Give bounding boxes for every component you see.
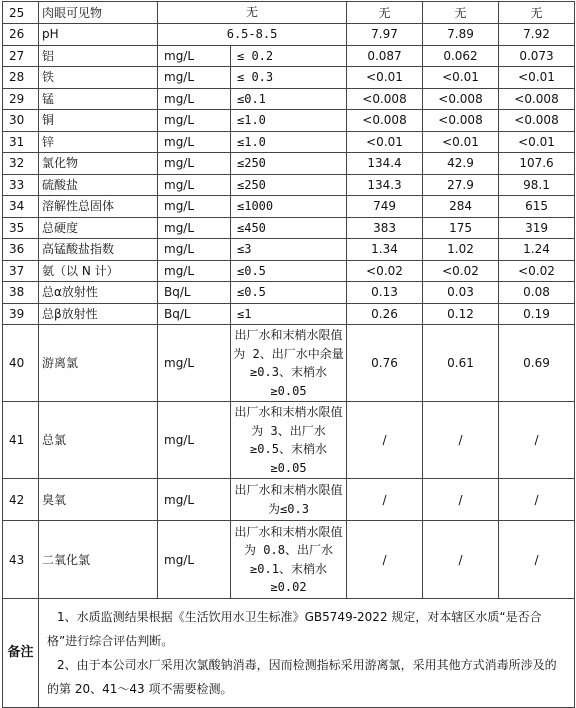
unit: mg/L	[158, 131, 231, 153]
unit: mg/L	[158, 88, 231, 110]
result-1: 0.13	[347, 282, 423, 304]
item-name: 臭氧	[39, 479, 158, 521]
row-number: 38	[3, 282, 39, 304]
row-number: 35	[3, 217, 39, 239]
item-name: 硫酸盐	[39, 174, 158, 196]
result-3: /	[499, 402, 575, 479]
result-3: 1.24	[499, 239, 575, 261]
result-3: <0.008	[499, 110, 575, 132]
result-2: <0.01	[423, 131, 499, 153]
result-2: <0.008	[423, 88, 499, 110]
result-2: 0.062	[423, 45, 499, 67]
table-row	[3, 303, 575, 325]
result-3: <0.01	[499, 131, 575, 153]
item-name: 锰	[39, 88, 158, 110]
result-3: 98.1	[499, 174, 575, 196]
limit-value: ≤0.5	[231, 260, 347, 282]
row-number: 31	[3, 131, 39, 153]
unit: mg/L	[158, 325, 231, 402]
limit-value: ≤1000	[231, 196, 347, 218]
row-number: 36	[3, 239, 39, 261]
result-2: <0.008	[423, 110, 499, 132]
table-row	[3, 325, 575, 402]
unit: mg/L	[158, 239, 231, 261]
limit-value: 6.5-8.5	[158, 24, 347, 46]
result-1: /	[347, 402, 423, 479]
limit-value: 出厂水和末梢水限值为 0.8、出厂水≥0.1、末梢水≥0.02	[231, 521, 347, 599]
unit: mg/L	[158, 402, 231, 479]
table-row	[3, 239, 575, 261]
row-number: 43	[3, 521, 39, 599]
limit-value: ≤ 0.2	[231, 45, 347, 67]
table-row	[3, 2, 575, 24]
result-2: <0.01	[423, 67, 499, 89]
water-quality-table	[2, 1, 575, 708]
row-number: 42	[3, 479, 39, 521]
limit-value: ≤0.5	[231, 282, 347, 304]
unit: mg/L	[158, 153, 231, 175]
note-line-1: 1、水质监测结果根据《生活饮用水卫生标准》GB5749-2022 规定，对本辖区水质“是否合格”进行综合评估判断。	[47, 610, 542, 648]
result-3: 0.08	[499, 282, 575, 304]
unit: Bq/L	[158, 303, 231, 325]
unit: mg/L	[158, 67, 231, 89]
table-row	[3, 260, 575, 282]
unit: mg/L	[158, 196, 231, 218]
result-1: <0.02	[347, 260, 423, 282]
notes-row	[3, 599, 575, 708]
result-1: 749	[347, 196, 423, 218]
table-row	[3, 402, 575, 479]
limit-value: 出厂水和末梢水限值为 3、出厂水≥0.5、末梢水≥0.05	[231, 402, 347, 479]
result-3: /	[499, 521, 575, 599]
item-name: 氨（以 N 计）	[39, 260, 158, 282]
row-number: 26	[3, 24, 39, 46]
result-3: <0.02	[499, 260, 575, 282]
result-1: 383	[347, 217, 423, 239]
table-row	[3, 110, 575, 132]
result-1: /	[347, 521, 423, 599]
item-name: 铜	[39, 110, 158, 132]
unit: Bq/L	[158, 282, 231, 304]
unit: mg/L	[158, 260, 231, 282]
item-name: 游离氯	[39, 325, 158, 402]
result-2: 0.12	[423, 303, 499, 325]
item-name: 高锰酸盐指数	[39, 239, 158, 261]
row-number: 40	[3, 325, 39, 402]
result-1: 134.3	[347, 174, 423, 196]
table-row	[3, 217, 575, 239]
note-line-2: 2、由于本公司水厂采用次氯酸钠消毒，因而检测指标采用游离氯，采用其他方式消毒所涉及的的第 20、41～43 项不需要检测。	[47, 658, 557, 696]
row-number: 29	[3, 88, 39, 110]
result-1: 0.76	[347, 325, 423, 402]
result-1: /	[347, 479, 423, 521]
item-name: 二氧化氯	[39, 521, 158, 599]
item-name: 总α放射性	[39, 282, 158, 304]
table-row	[3, 24, 575, 46]
result-1: <0.01	[347, 131, 423, 153]
result-3: 615	[499, 196, 575, 218]
row-number: 30	[3, 110, 39, 132]
unit: mg/L	[158, 521, 231, 599]
result-2: <0.02	[423, 260, 499, 282]
limit-value: ≤450	[231, 217, 347, 239]
result-2: 无	[423, 2, 499, 24]
result-3: /	[499, 479, 575, 521]
result-3: 7.92	[499, 24, 575, 46]
row-number: 27	[3, 45, 39, 67]
result-1: 0.26	[347, 303, 423, 325]
limit-value: 出厂水和末梢水限值为≤0.3	[231, 479, 347, 521]
table-row	[3, 88, 575, 110]
result-2: 7.89	[423, 24, 499, 46]
result-3: 107.6	[499, 153, 575, 175]
result-3: <0.008	[499, 88, 575, 110]
unit: mg/L	[158, 45, 231, 67]
table-row	[3, 479, 575, 521]
row-number: 41	[3, 402, 39, 479]
limit-value: ≤250	[231, 153, 347, 175]
table-row	[3, 521, 575, 599]
result-3: 319	[499, 217, 575, 239]
limit-value: 无	[158, 2, 347, 24]
item-name: 氯化物	[39, 153, 158, 175]
table-row	[3, 196, 575, 218]
table-row	[3, 174, 575, 196]
limit-value: ≤0.1	[231, 88, 347, 110]
row-number: 34	[3, 196, 39, 218]
result-1: 1.34	[347, 239, 423, 261]
result-1: 7.97	[347, 24, 423, 46]
row-number: 37	[3, 260, 39, 282]
result-2: 27.9	[423, 174, 499, 196]
unit: mg/L	[158, 217, 231, 239]
notes-label: 备注	[3, 599, 39, 708]
result-2: 0.61	[423, 325, 499, 402]
result-3: 无	[499, 2, 575, 24]
table-row	[3, 67, 575, 89]
row-number: 39	[3, 303, 39, 325]
result-2: 0.03	[423, 282, 499, 304]
unit: mg/L	[158, 479, 231, 521]
limit-value: ≤1.0	[231, 131, 347, 153]
result-2: /	[423, 521, 499, 599]
limit-value: ≤3	[231, 239, 347, 261]
notes-content	[39, 599, 575, 708]
result-2: /	[423, 402, 499, 479]
limit-value: ≤ 0.3	[231, 67, 347, 89]
table-row	[3, 45, 575, 67]
limit-value: 出厂水和末梢水限值为 2、出厂水中余量≥0.3、末梢水≥0.05	[231, 325, 347, 402]
result-3: 0.19	[499, 303, 575, 325]
row-number: 33	[3, 174, 39, 196]
result-1: 0.087	[347, 45, 423, 67]
result-3: 0.073	[499, 45, 575, 67]
result-1: <0.01	[347, 67, 423, 89]
limit-value: ≤1	[231, 303, 347, 325]
result-3: 0.69	[499, 325, 575, 402]
result-2: 175	[423, 217, 499, 239]
row-number: 25	[3, 2, 39, 24]
table-row	[3, 282, 575, 304]
item-name: 肉眼可见物	[39, 2, 158, 24]
table-row	[3, 131, 575, 153]
item-name: 总β放射性	[39, 303, 158, 325]
item-name: 总氯	[39, 402, 158, 479]
item-name: 溶解性总固体	[39, 196, 158, 218]
result-2: 42.9	[423, 153, 499, 175]
row-number: 32	[3, 153, 39, 175]
result-2: /	[423, 479, 499, 521]
item-name: 铝	[39, 45, 158, 67]
result-1: 无	[347, 2, 423, 24]
table-row	[3, 153, 575, 175]
result-1: 134.4	[347, 153, 423, 175]
unit: mg/L	[158, 110, 231, 132]
row-number: 28	[3, 67, 39, 89]
result-2: 1.02	[423, 239, 499, 261]
table-body	[3, 2, 575, 708]
item-name: 总硬度	[39, 217, 158, 239]
result-1: <0.008	[347, 88, 423, 110]
item-name: 铁	[39, 67, 158, 89]
result-2: 284	[423, 196, 499, 218]
item-name: pH	[39, 24, 158, 46]
unit: mg/L	[158, 174, 231, 196]
limit-value: ≤250	[231, 174, 347, 196]
limit-value: ≤1.0	[231, 110, 347, 132]
result-3: <0.01	[499, 67, 575, 89]
result-1: <0.008	[347, 110, 423, 132]
item-name: 锌	[39, 131, 158, 153]
